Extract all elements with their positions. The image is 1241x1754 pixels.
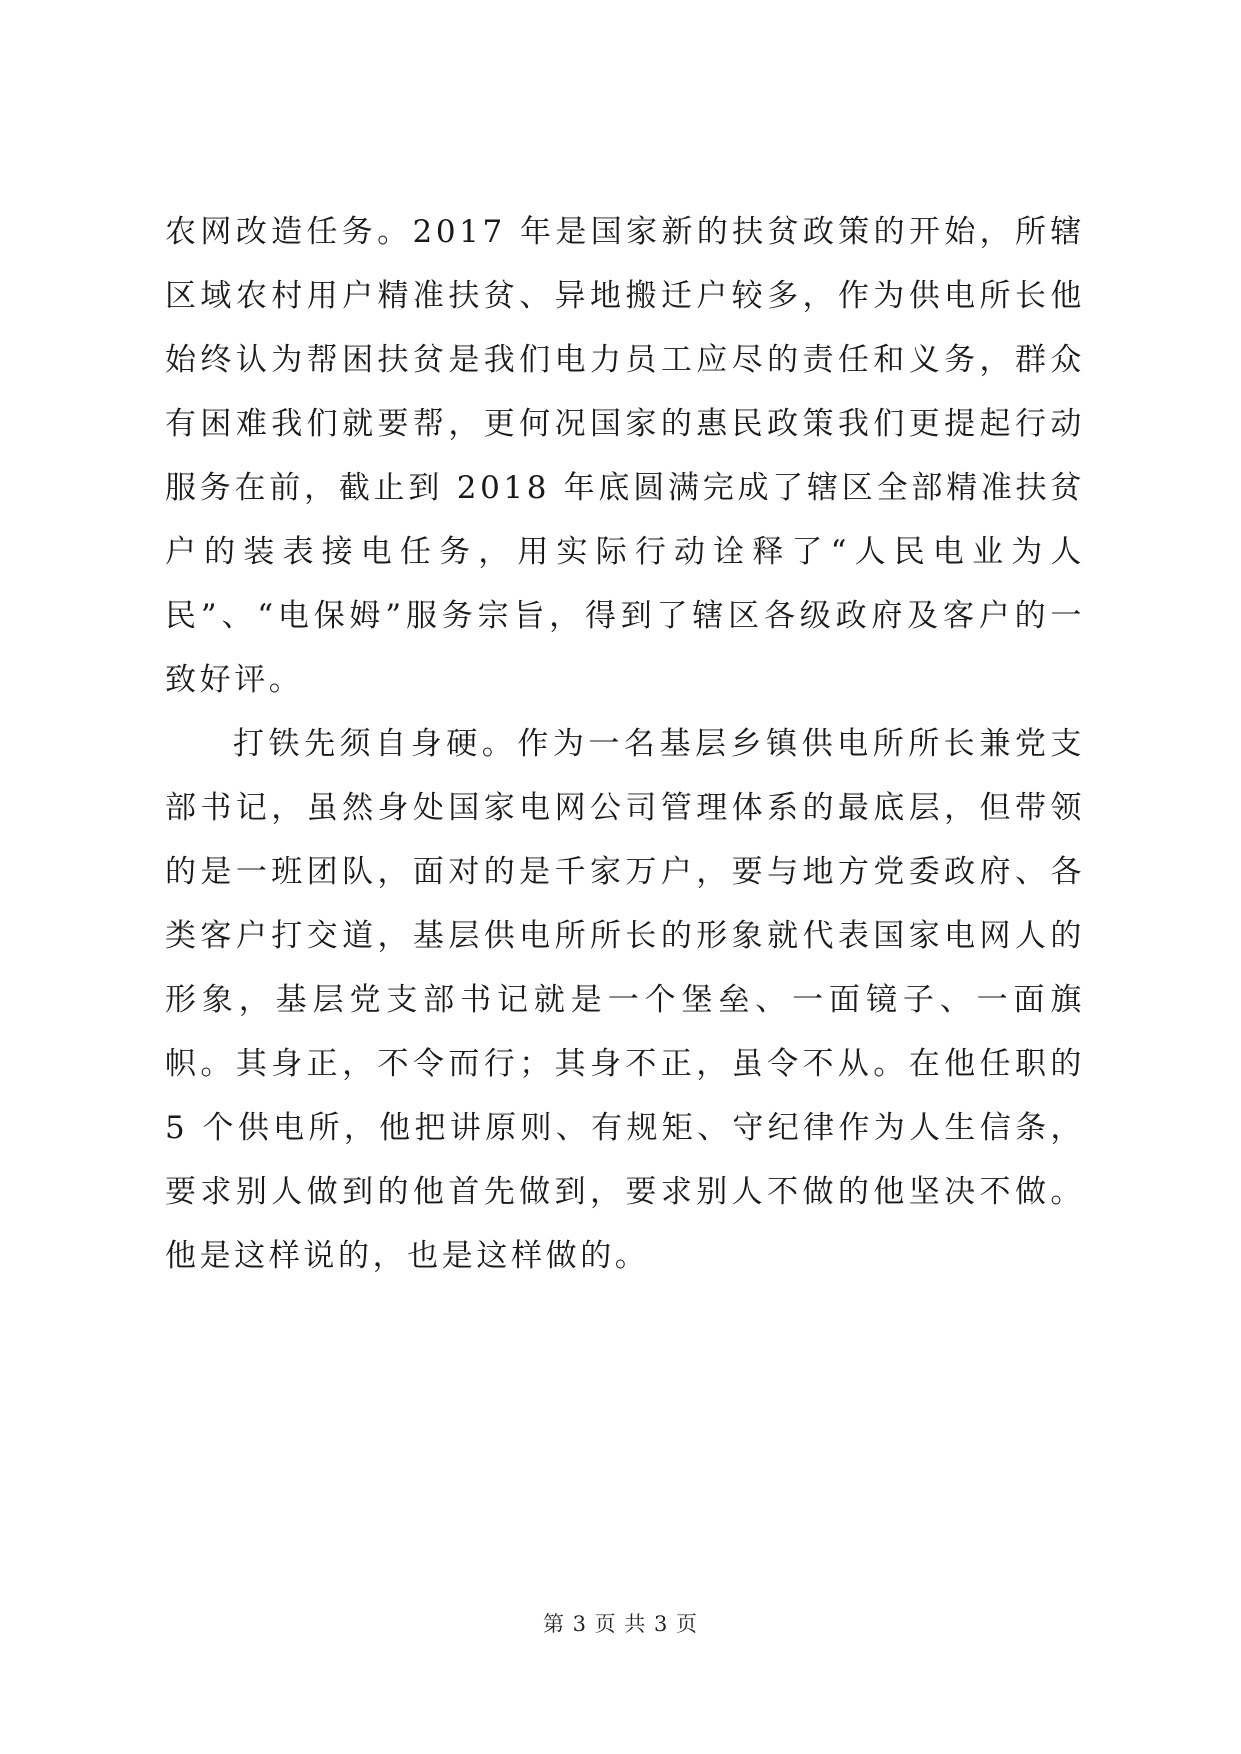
document-body xyxy=(165,200,1085,1288)
paragraph-self-discipline: 打铁先须自身硬。作为一名基层乡镇供电所所长兼党支部书记，虽然身处国家电网公司管理体系的最底层，但带领的是一班团队，面对的是千家万户，要与地方党委政府、各类客户打交道，基层供电所所长的形象就代表国家电网人的形象，基层党支部书记就是一个堡垒、一面镜子、一面旗帜。其身正，不令而行；其身不正，虽令不从。在他任职的 5 个供电所，他把讲原则、有规矩、守纪律作为人生信条，要求别人做到的他首先做到，要求别人不做的他坚决不做。他是这样说的，也是这样做的。 xyxy=(165,726,1085,1274)
paragraph-continuation: 农网改造任务。2017 年是国家新的扶贫政策的开始，所辖区域农村用户精准扶贫、异地搬迁户较多，作为供电所长他始终认为帮困扶贫是我们电力员工应尽的责任和义务，群众有困难我们就要帮，更何况国家的惠民政策我们更提起行动服务在前，截止到 2018 年底圆满完成了辖区全部精准扶贫户的装表接电任务，用实际行动诠释了“人民电业为人民”、“电保姆”服务宗旨，得到了辖区各级政府及客户的一致好评。 xyxy=(165,214,1085,698)
page-number-footer: 第 3 页 共 3 页 xyxy=(542,1612,699,1636)
